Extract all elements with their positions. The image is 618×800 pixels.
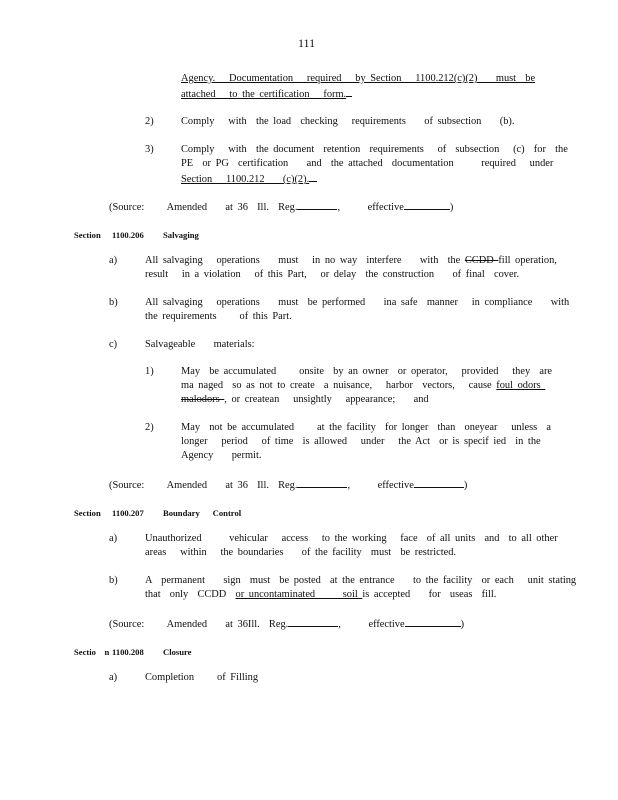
section-title: Salvaging (163, 230, 199, 240)
item-text-part: All salvaging operations must in no way interfere with the (145, 255, 465, 266)
item-marker: 3) (145, 144, 154, 155)
source-effective: effective (377, 480, 414, 491)
item-text: result in a violation of this Part, or delay the construction of final cover. (145, 269, 520, 280)
subitem-text: May not be accumulated at the facility for longer than oneyear unless a (181, 422, 552, 433)
item-text: areas within the boundaries of the facility must be restricted. (145, 547, 456, 558)
source-effective: effective (368, 619, 405, 630)
source-note: (Source: Amended at 36 Ill. Reg. , effective ) (109, 477, 467, 493)
source-note: (Source: Amended at 36 Ill. Reg. , effective ) (109, 199, 453, 215)
source-effective: effective (367, 202, 404, 213)
subitem-text-part: , or createan unsightly appearance; and (224, 394, 429, 405)
item-marker: a) (109, 672, 118, 683)
subitem-marker: 2) (145, 422, 154, 433)
item-marker: b) (109, 297, 118, 308)
fragment-line-2-text: attached to the certification form. (181, 89, 347, 100)
item-text-part: that only CCDD (145, 589, 236, 600)
section-title: Closure (163, 647, 192, 657)
section-label: Section (74, 508, 101, 518)
item-marker: c) (109, 339, 118, 350)
subitem-text-part: ma naged so as not to create a nuisance, harbor vectors, cause (181, 380, 497, 391)
section-label: Section (74, 230, 101, 240)
page-number: 111 (298, 36, 316, 50)
fragment-underline-tail (346, 86, 352, 97)
item-text: Completion of Filling (145, 672, 259, 683)
item-marker: a) (109, 533, 118, 544)
item-ref-text: Section 1100.212 (c)(2). (181, 174, 310, 185)
effective-blank (405, 616, 461, 627)
struck-text: malodors (181, 394, 225, 405)
item-text: Salvageable materials: (145, 339, 255, 350)
source-text: Amended at 36 Ill. Reg. (166, 480, 298, 491)
source-label: (Source: (109, 480, 145, 491)
item-ref (181, 171, 317, 187)
section-label: Sectio n (74, 647, 110, 657)
item-text: Unauthorized vehicular access to the working face of all units and to all other (145, 533, 558, 544)
source-label: (Source: (109, 619, 145, 630)
item-marker: b) (109, 575, 118, 586)
fragment-line-2 (181, 86, 352, 102)
source-note: (Source: Amended at 36Ill. Reg. , effective ) (109, 616, 464, 632)
section-number: 1100.206 (112, 230, 144, 240)
item-text (145, 588, 496, 602)
struck-text: CCDD (464, 255, 499, 266)
reg-blank (288, 616, 338, 627)
subitem-text: Agency permit. (181, 450, 262, 461)
inserted-text: foul odors (496, 380, 546, 391)
fragment-line-1: Agency. Documentation required by Section 1100.212(c)(2) must be (181, 73, 536, 84)
item-text (145, 254, 557, 268)
subitem-marker: 1) (145, 366, 154, 377)
item-text: the requirements of this Part. (145, 311, 292, 322)
reg-blank (297, 199, 337, 210)
effective-blank (414, 477, 464, 488)
item-ref-underline-tail (309, 171, 317, 182)
item-marker: a) (109, 255, 118, 266)
subitem-text (181, 379, 545, 393)
subitem-text: longer period of time is allowed under the Act or is specif ied in the (181, 436, 541, 447)
subitem-text: May be accumulated onsite by an owner or operator, provided they are (181, 366, 553, 377)
item-marker: 2) (145, 116, 154, 127)
section-number: 1100.207 (112, 508, 144, 518)
item-text: PE or PG certification and the attached documentation required under (181, 158, 554, 169)
reg-blank (297, 477, 347, 488)
item-text-part: is accepted for useas fill. (362, 589, 497, 600)
item-text: All salvaging operations must be performed ina safe manner in compliance with (145, 297, 570, 308)
source-text: Amended at 36Ill. Reg. (166, 619, 289, 630)
item-text-part: fill operation, (498, 255, 557, 266)
source-text: Amended at 36 Ill. Reg. (166, 202, 298, 213)
section-title: Boundary Control (163, 508, 242, 518)
item-text: Comply with the load checking requirements of subsection (b). (181, 116, 515, 127)
subitem-text (181, 393, 429, 407)
source-label: (Source: (109, 202, 145, 213)
item-text: A permanent sign must be posted at the entrance to the facility or each unit stating (145, 575, 577, 586)
item-text: Comply with the document retention requirements of subsection (c) for the (181, 144, 568, 155)
effective-blank (404, 199, 450, 210)
section-number: 1100.208 (112, 647, 144, 657)
inserted-text: or uncontaminated soil (235, 589, 363, 600)
